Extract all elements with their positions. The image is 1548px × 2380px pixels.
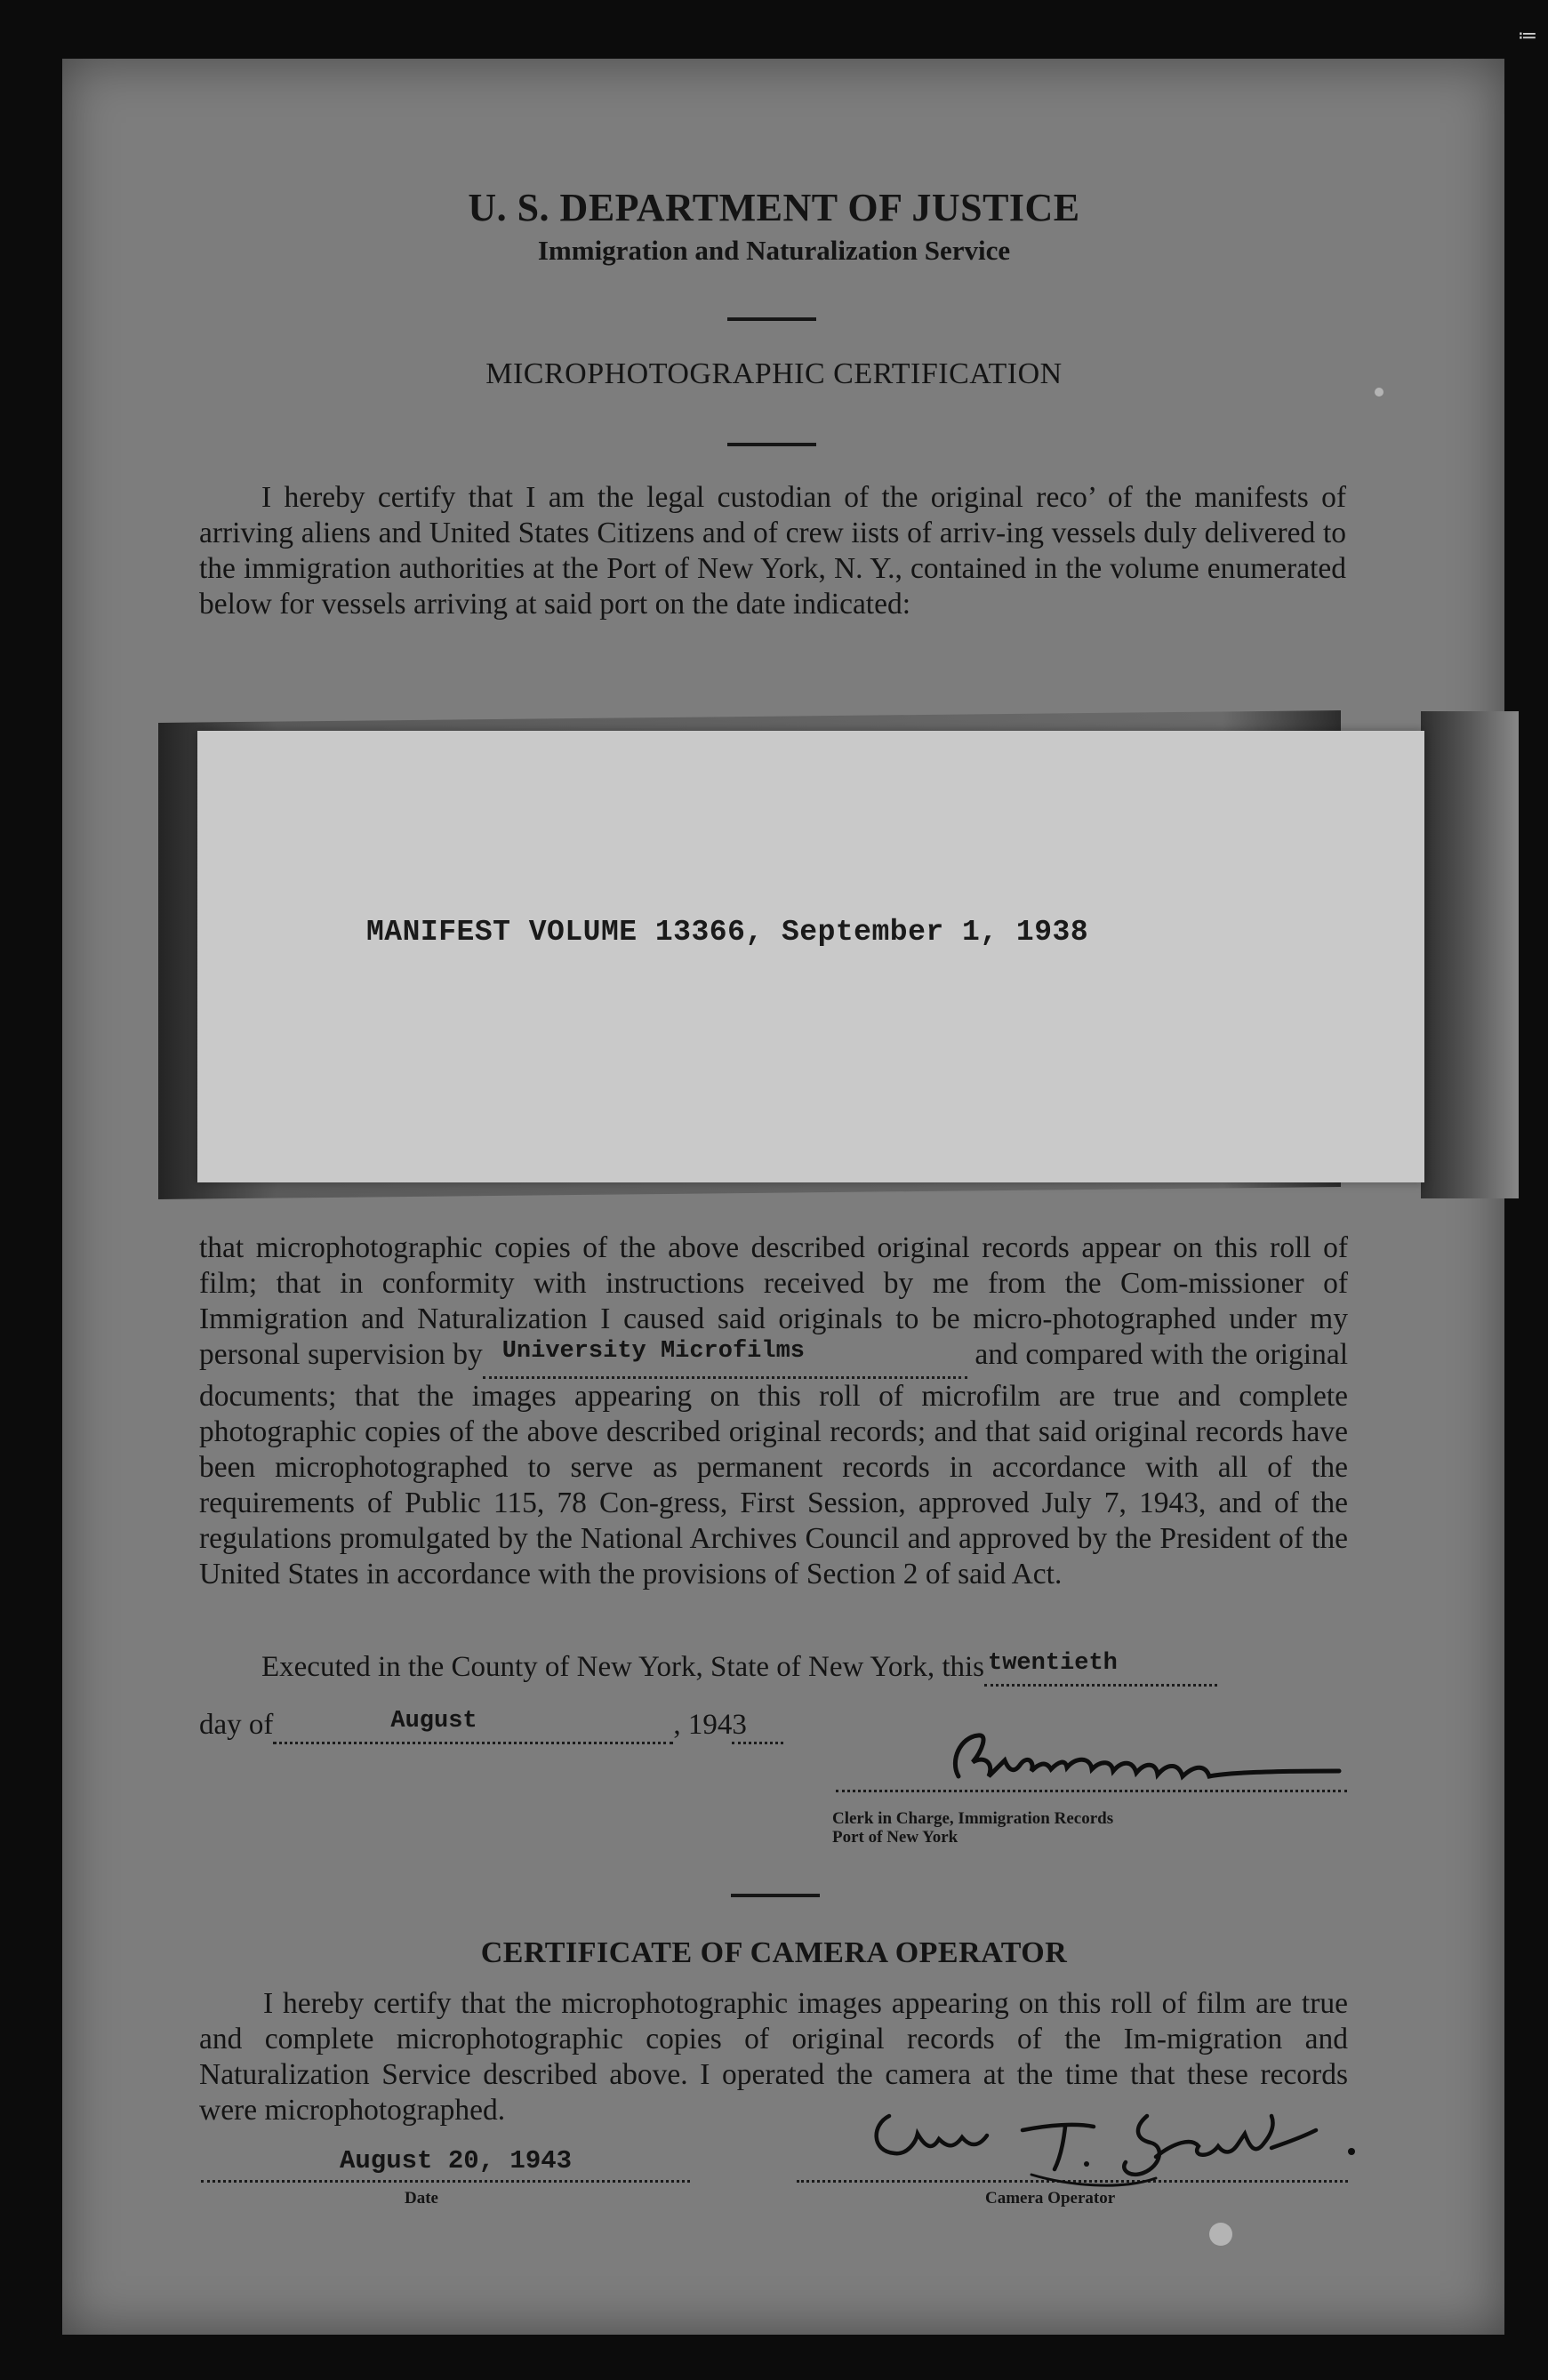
divider <box>727 317 816 321</box>
execution-line <box>261 1651 1355 1687</box>
certification-body <box>199 1230 1348 1592</box>
microfilmer-name: University Microfilms <box>501 1338 805 1365</box>
camera-operator-statement: I hereby certify that the microphotographic images appearing on this roll of film are true and complete microphotographic copies of original records of the Im-migration and Naturalization Service described above. I operated the camera at the time that these records were microphotographed. <box>199 1987 1348 2127</box>
clerk-signature <box>942 1725 1351 1796</box>
clerk-title-line1: Clerk in Charge, Immigration Records <box>832 1809 1114 1828</box>
divider <box>731 1894 820 1897</box>
certification-body-part2: and compared with the original documents; that the images appearing on this roll of microfilm are true and complete photographic copies of the above described original records; and that said original records have been microphotographed to serve as permanent records in accordance with all of the requirements of Public 115, 78 Con-gress, First Session, approved July 7, 1943, and of the regulations promulgated by the National Archives Council and approved by the President of the United States in accordance with the provisions of Section 2 of said Act. <box>199 1338 1349 1591</box>
year-digit: 3 <box>732 1709 747 1741</box>
document-title: MICROPHOTOGRAPHIC CERTIFICATION <box>485 357 1063 390</box>
execution-day: twentieth <box>988 1650 1118 1677</box>
film-edge-mark: ≔ <box>1518 25 1537 47</box>
department-heading: U. S. DEPARTMENT OF JUSTICE <box>468 186 1080 229</box>
clerk-title-line2: Port of New York <box>832 1828 958 1847</box>
execution-month-field <box>273 1709 673 1744</box>
camera-date-value: August 20, 1943 <box>340 2146 573 2176</box>
date-signature-line <box>201 2180 690 2183</box>
year-digit-field <box>732 1709 783 1744</box>
execution-prefix: Executed in the County of New York, State of New York, this <box>261 1651 985 1683</box>
operator-signature <box>854 2080 1369 2196</box>
film-speck <box>1375 388 1384 397</box>
manifest-volume-label: MANIFEST VOLUME 13366, September 1, 1938 <box>366 916 1089 949</box>
date-label: Date <box>405 2189 438 2208</box>
day-of-label: day of <box>199 1709 274 1741</box>
service-subheading: Immigration and Naturalization Service <box>537 235 1011 266</box>
camera-operator-label: Camera Operator <box>985 2189 1116 2208</box>
microfilmer-field <box>483 1337 967 1379</box>
divider <box>727 443 816 446</box>
volume-inset-paper <box>197 731 1424 1182</box>
execution-month: August <box>390 1708 477 1735</box>
clerk-title <box>832 1809 1113 1847</box>
film-speck <box>1209 2223 1232 2246</box>
certification-body-part1: that microphotographic copies of the above described original records appear on this roll of film; that in conformity with instructions received by me from the Com-missioner of Immigration and Naturalization I caused said originals to be micro-photographed under my personal supervision by <box>199 1231 1348 1371</box>
year-prefix: , 194 <box>673 1709 733 1741</box>
execution-day-field <box>984 1651 1217 1687</box>
custodian-statement: I hereby certify that I am the legal custodian of the original reco’ of the manifests of arriving aliens and United States Citizens and of crew iists of arriv-ing vessels duly delivered to the immigration authorities at the Port of New York, N. Y., contained in the volume enumerated below for vessels arriving at said port on the date indicated: <box>199 481 1346 621</box>
inset-shadow-right <box>1421 711 1519 1198</box>
date-line <box>199 1709 783 1744</box>
camera-operator-heading: CERTIFICATE OF CAMERA OPERATOR <box>480 1936 1068 1969</box>
